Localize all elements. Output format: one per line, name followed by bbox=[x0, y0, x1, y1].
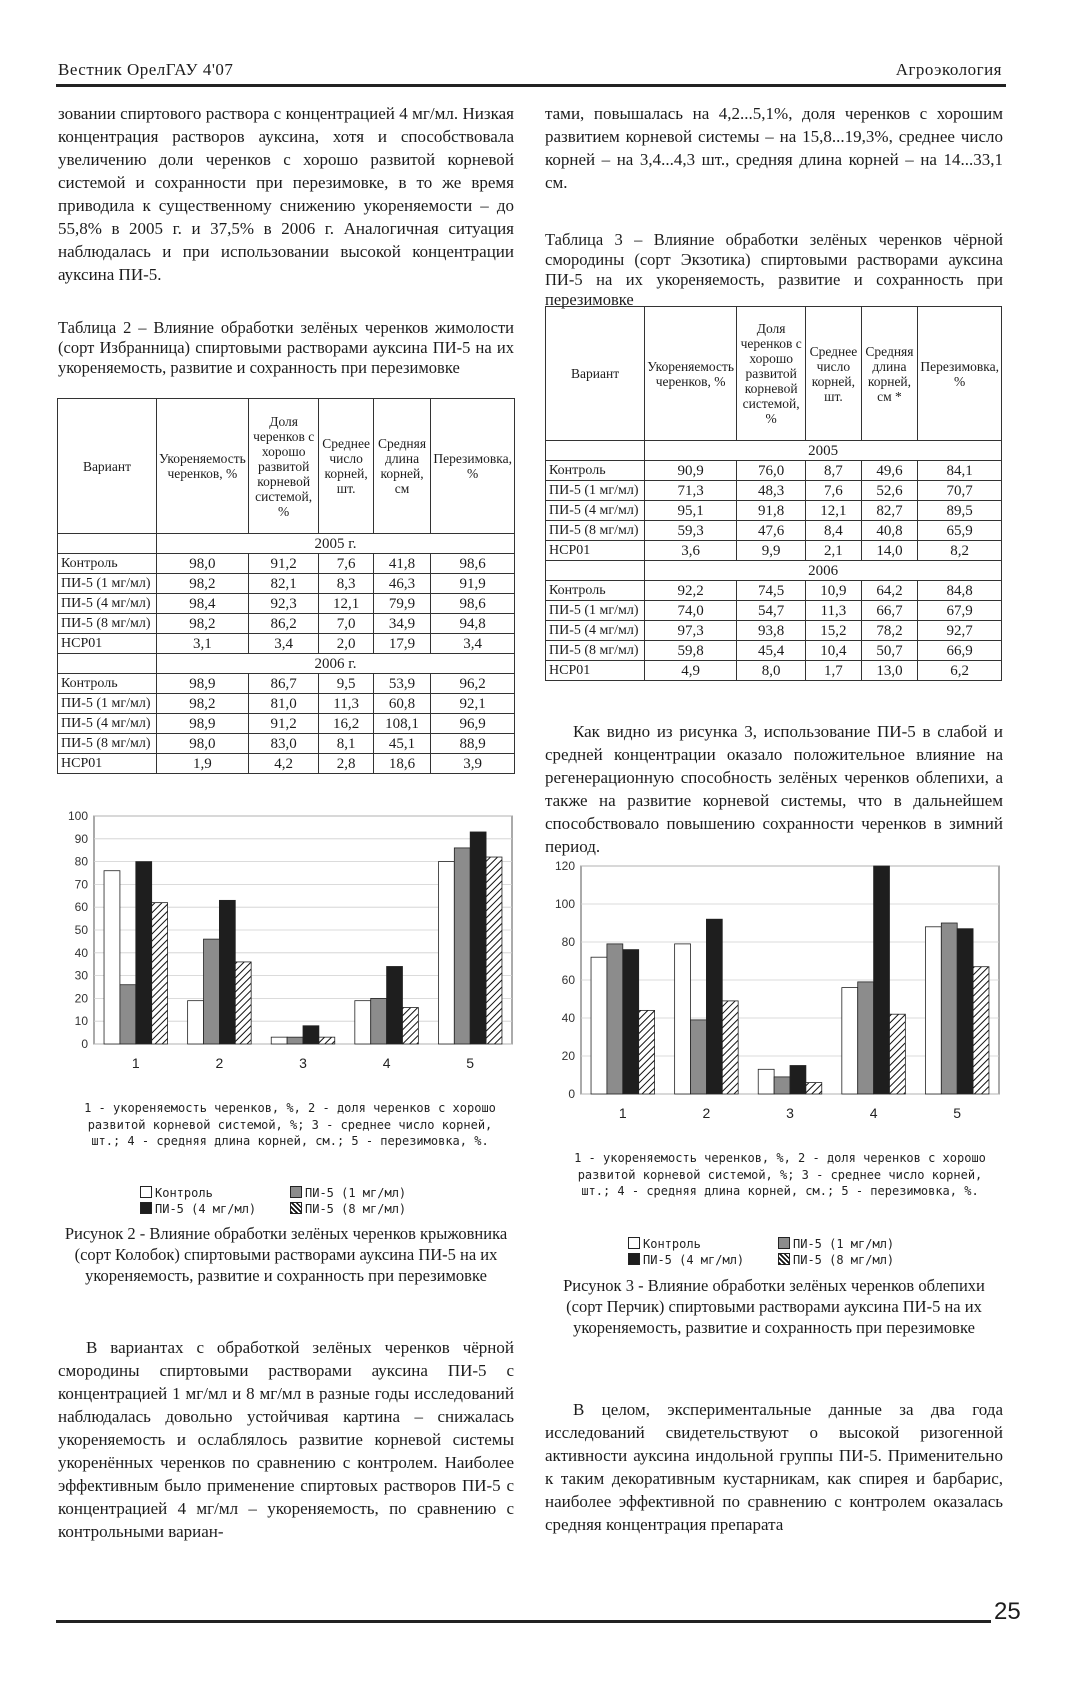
year-label: 2006 г. bbox=[156, 654, 514, 674]
variant-cell: ПИ-5 (1 мг/мл) bbox=[58, 694, 157, 714]
th3-rooting: Укореняемость черенков, % bbox=[645, 307, 737, 441]
variant-cell: ПИ-5 (4 мг/мл) bbox=[546, 621, 645, 641]
figure-3-title: Рисунок 3 - Влияние обработки зелёных черенков облепихи (сорт Перчик) спиртовыми растворами ауксина ПИ-5 на их укореняемость, развитие и сохранность при перезимовке bbox=[563, 1276, 985, 1337]
value-cell: 8,3 bbox=[319, 574, 373, 594]
table-row bbox=[546, 581, 1002, 601]
th-avg-length: Средняя длина корней, см bbox=[373, 399, 431, 534]
value-cell: 84,1 bbox=[918, 461, 1002, 481]
value-cell: 2,8 bbox=[319, 754, 373, 774]
value-cell: 9,9 bbox=[737, 541, 806, 561]
value-cell: 52,6 bbox=[861, 481, 918, 501]
value-cell: 11,3 bbox=[319, 694, 373, 714]
table-row bbox=[58, 694, 515, 714]
value-cell: 10,9 bbox=[806, 581, 861, 601]
bar bbox=[438, 862, 454, 1044]
variant-cell: НСР01 bbox=[58, 754, 157, 774]
year-blank-cell bbox=[58, 534, 157, 554]
y-tick-label: 20 bbox=[74, 991, 88, 1006]
table-row bbox=[58, 734, 515, 754]
value-cell: 98,4 bbox=[156, 594, 248, 614]
value-cell: 91,2 bbox=[248, 554, 319, 574]
y-tick-label: 80 bbox=[561, 935, 575, 949]
bar bbox=[387, 966, 403, 1044]
y-tick-label: 90 bbox=[74, 831, 88, 846]
table-row bbox=[546, 661, 1002, 681]
table-row bbox=[546, 501, 1002, 521]
value-cell: 54,7 bbox=[737, 601, 806, 621]
variant-cell: ПИ-5 (1 мг/мл) bbox=[546, 601, 645, 621]
bar bbox=[806, 1083, 822, 1094]
value-cell: 3,1 bbox=[156, 634, 248, 654]
value-cell: 98,0 bbox=[156, 554, 248, 574]
value-cell: 17,9 bbox=[373, 634, 431, 654]
legend-swatch bbox=[628, 1237, 640, 1249]
bar bbox=[355, 1001, 371, 1044]
bar bbox=[774, 1077, 790, 1094]
th3-wintering: Перезимовка, % bbox=[918, 307, 1002, 441]
value-cell: 11,3 bbox=[806, 601, 861, 621]
bar bbox=[235, 962, 251, 1044]
y-tick-label: 70 bbox=[74, 877, 88, 892]
variant-cell: Контроль bbox=[546, 461, 645, 481]
bar bbox=[204, 939, 220, 1044]
value-cell: 67,9 bbox=[918, 601, 1002, 621]
bar bbox=[941, 923, 957, 1094]
bar bbox=[271, 1037, 287, 1044]
table-row bbox=[546, 461, 1002, 481]
value-cell: 71,3 bbox=[645, 481, 737, 501]
table3-caption: Таблица 3 – Влияние обработки зелёных черенков чёрной смородины (сорт Экзотика) спиртовыми растворами ауксина ПИ-5 на их укореняемость, развитие и сохранность при перезимовке bbox=[545, 230, 1003, 309]
value-cell: 41,8 bbox=[373, 554, 431, 574]
value-cell: 70,7 bbox=[918, 481, 1002, 501]
variant-cell: ПИ-5 (1 мг/мл) bbox=[58, 574, 157, 594]
x-tick-label: 5 bbox=[466, 1055, 475, 1071]
variant-cell: Контроль bbox=[58, 674, 157, 694]
year-blank-cell bbox=[58, 654, 157, 674]
variant-cell: Контроль bbox=[58, 554, 157, 574]
value-cell: 98,2 bbox=[156, 694, 248, 714]
figure-2-axis-note: 1 - укореняемость черенков, %, 2 - доля черенков с хорошо развитой корневой системой, %; 3 - среднее число корней, шт.; 4 - средняя длина корней, см.; 5 - перезимовка, %. bbox=[84, 1101, 496, 1148]
legend-swatch bbox=[778, 1253, 790, 1265]
legend-label: ПИ-5 (1 мг/мл) bbox=[305, 1186, 407, 1200]
bar bbox=[454, 848, 470, 1044]
value-cell: 81,0 bbox=[248, 694, 319, 714]
value-cell: 40,8 bbox=[861, 521, 918, 541]
value-cell: 8,0 bbox=[737, 661, 806, 681]
value-cell: 86,7 bbox=[248, 674, 319, 694]
year-blank-cell bbox=[546, 441, 645, 461]
value-cell: 8,4 bbox=[806, 521, 861, 541]
year-row bbox=[546, 441, 1002, 461]
value-cell: 13,0 bbox=[861, 661, 918, 681]
y-tick-label: 60 bbox=[561, 973, 575, 987]
year-label: 2005 bbox=[645, 441, 1002, 461]
value-cell: 88,9 bbox=[431, 734, 515, 754]
figure-2-title: Рисунок 2 - Влияние обработки зелёных черенков крыжовника (сорт Колобок) спиртовыми растворами ауксина ПИ-5 на их укореняемость, развитие и сохранность при перезимовке bbox=[64, 1224, 508, 1285]
value-cell: 18,6 bbox=[373, 754, 431, 774]
x-tick-label: 4 bbox=[382, 1055, 391, 1071]
y-tick-label: 120 bbox=[554, 859, 575, 873]
bar bbox=[758, 1069, 774, 1094]
bar bbox=[152, 903, 168, 1044]
value-cell: 83,0 bbox=[248, 734, 319, 754]
value-cell: 91,8 bbox=[737, 501, 806, 521]
legend-swatch bbox=[628, 1253, 640, 1265]
bar bbox=[858, 982, 874, 1094]
value-cell: 64,2 bbox=[861, 581, 918, 601]
figure-3-chart bbox=[545, 858, 1007, 1138]
value-cell: 48,3 bbox=[737, 481, 806, 501]
col2-para3: В целом, экспериментальные данные за два года исследований свидетельствуют о высокой ризогенной активности ауксина индольной группы ПИ-5. Применительно к таким декоративным кустарникам, как спирея и барбарис, наиболее эффективной по сравнению с контролем оказалась средняя концентрация препарата bbox=[545, 1400, 1003, 1534]
table-2 bbox=[57, 398, 515, 774]
value-cell: 12,1 bbox=[319, 594, 373, 614]
legend-swatch bbox=[140, 1202, 152, 1214]
variant-cell: ПИ-5 (8 мг/мл) bbox=[58, 734, 157, 754]
value-cell: 9,5 bbox=[319, 674, 373, 694]
value-cell: 66,7 bbox=[861, 601, 918, 621]
bar bbox=[486, 857, 502, 1044]
legend-label: ПИ-5 (8 мг/мл) bbox=[305, 1202, 407, 1216]
value-cell: 91,9 bbox=[431, 574, 515, 594]
variant-cell: ПИ-5 (8 мг/мл) bbox=[546, 641, 645, 661]
value-cell: 49,6 bbox=[861, 461, 918, 481]
value-cell: 91,2 bbox=[248, 714, 319, 734]
table-row bbox=[546, 621, 1002, 641]
value-cell: 92,7 bbox=[918, 621, 1002, 641]
table-row bbox=[546, 601, 1002, 621]
col2-para2: Как видно из рисунка 3, использование ПИ-5 в слабой и средней концентрации оказало положительное влияние на регенерационную способность зелёных черенков облепихи, а также на развитие корневой системы, что в дальнейшем способствовало повышению сохранности черенков в зимний период. bbox=[545, 722, 1003, 856]
legend-item bbox=[290, 1185, 450, 1201]
bar bbox=[371, 998, 387, 1044]
value-cell: 98,2 bbox=[156, 574, 248, 594]
y-tick-label: 0 bbox=[81, 1037, 88, 1051]
bar bbox=[607, 944, 623, 1094]
bar bbox=[402, 1008, 418, 1044]
table-row bbox=[546, 541, 1002, 561]
y-tick-label: 0 bbox=[568, 1087, 575, 1101]
value-cell: 50,7 bbox=[861, 641, 918, 661]
value-cell: 89,5 bbox=[918, 501, 1002, 521]
variant-cell: НСР01 bbox=[546, 541, 645, 561]
table-row bbox=[546, 521, 1002, 541]
x-tick-label: 3 bbox=[299, 1055, 307, 1071]
value-cell: 92,1 bbox=[431, 694, 515, 714]
value-cell: 1,9 bbox=[156, 754, 248, 774]
legend-label: ПИ-5 (4 мг/мл) bbox=[155, 1202, 257, 1216]
value-cell: 76,0 bbox=[737, 461, 806, 481]
table-row bbox=[546, 641, 1002, 661]
y-tick-label: 10 bbox=[74, 1014, 88, 1029]
th-wintering: Перезимовка, % bbox=[431, 399, 515, 534]
figure-2-legend bbox=[140, 1185, 480, 1217]
variant-cell: НСР01 bbox=[58, 634, 157, 654]
value-cell: 74,0 bbox=[645, 601, 737, 621]
value-cell: 15,2 bbox=[806, 621, 861, 641]
footer-rule bbox=[56, 1620, 991, 1623]
legend-item bbox=[290, 1201, 450, 1217]
value-cell: 94,8 bbox=[431, 614, 515, 634]
value-cell: 65,9 bbox=[918, 521, 1002, 541]
value-cell: 84,8 bbox=[918, 581, 1002, 601]
value-cell: 98,6 bbox=[431, 594, 515, 614]
bar bbox=[287, 1037, 303, 1044]
bar bbox=[623, 950, 639, 1094]
value-cell: 4,2 bbox=[248, 754, 319, 774]
header-rule bbox=[56, 84, 1006, 87]
value-cell: 59,3 bbox=[645, 521, 737, 541]
bar bbox=[639, 1010, 655, 1094]
bar bbox=[219, 900, 235, 1044]
table-row bbox=[58, 614, 515, 634]
value-cell: 66,9 bbox=[918, 641, 1002, 661]
figure-2-chart bbox=[58, 808, 520, 1088]
value-cell: 98,9 bbox=[156, 714, 248, 734]
variant-cell: ПИ-5 (8 мг/мл) bbox=[546, 521, 645, 541]
value-cell: 8,2 bbox=[918, 541, 1002, 561]
col1-para2: В вариантах с обработкой зелёных черенков чёрной смородины спиртовыми растворами ауксина ПИ-5 с концентрацией 1 мг/мл и 8 мг/мл в разные годы исследований наблюдалась довольно устойчивая картина – снижалась укореняемость и ослаблялось развитие корневой системы укоренённых черенков по сравнению с контролем. Наиболее эффективным было применение спиртовых растворов ПИ-5 с концентрацией 4 мг/мл – укореняемость, по сравнению с контрольными вариан- bbox=[58, 1338, 514, 1541]
variant-cell: ПИ-5 (8 мг/мл) bbox=[58, 614, 157, 634]
value-cell: 45,1 bbox=[373, 734, 431, 754]
year-row bbox=[58, 534, 515, 554]
bar bbox=[188, 1001, 204, 1044]
value-cell: 96,9 bbox=[431, 714, 515, 734]
bar bbox=[319, 1037, 335, 1044]
bar bbox=[104, 871, 120, 1044]
value-cell: 60,8 bbox=[373, 694, 431, 714]
x-tick-label: 4 bbox=[869, 1105, 878, 1121]
legend-swatch bbox=[140, 1186, 152, 1198]
bar bbox=[925, 927, 941, 1094]
variant-cell: Контроль bbox=[546, 581, 645, 601]
y-tick-label: 30 bbox=[74, 968, 88, 983]
figure-3-legend bbox=[628, 1236, 968, 1268]
value-cell: 7,6 bbox=[319, 554, 373, 574]
value-cell: 74,5 bbox=[737, 581, 806, 601]
legend-label: ПИ-5 (8 мг/мл) bbox=[793, 1253, 895, 1267]
x-tick-label: 5 bbox=[953, 1105, 962, 1121]
value-cell: 45,4 bbox=[737, 641, 806, 661]
y-tick-label: 50 bbox=[74, 923, 88, 937]
value-cell: 96,2 bbox=[431, 674, 515, 694]
section-title: Агроэкология bbox=[895, 60, 1002, 79]
value-cell: 92,2 bbox=[645, 581, 737, 601]
x-tick-label: 1 bbox=[131, 1055, 140, 1071]
value-cell: 82,7 bbox=[861, 501, 918, 521]
legend-item bbox=[778, 1252, 938, 1268]
value-cell: 34,9 bbox=[373, 614, 431, 634]
table2-caption: Таблица 2 – Влияние обработки зелёных черенков жимолости (сорт Избранница) спиртовыми растворами ауксина ПИ-5 на их укореняемость, развитие и сохранность при перезимовке bbox=[58, 318, 514, 377]
x-tick-label: 3 bbox=[786, 1105, 794, 1121]
value-cell: 79,9 bbox=[373, 594, 431, 614]
th3-variant: Вариант bbox=[546, 307, 645, 441]
value-cell: 98,0 bbox=[156, 734, 248, 754]
value-cell: 2,0 bbox=[319, 634, 373, 654]
th3-avg-number: Среднее число корней, шт. bbox=[806, 307, 861, 441]
legend-item bbox=[140, 1201, 290, 1217]
value-cell: 47,6 bbox=[737, 521, 806, 541]
th3-share: Доля черенков с хорошо развитой корневой системой, % bbox=[737, 307, 806, 441]
value-cell: 53,9 bbox=[373, 674, 431, 694]
y-tick-label: 100 bbox=[554, 897, 575, 911]
legend-label: ПИ-5 (4 мг/мл) bbox=[643, 1253, 745, 1267]
bar bbox=[957, 929, 973, 1094]
page-number: 25 bbox=[994, 1598, 1021, 1625]
legend-swatch bbox=[290, 1186, 302, 1198]
value-cell: 10,4 bbox=[806, 641, 861, 661]
legend-label: Контроль bbox=[643, 1237, 701, 1251]
bar bbox=[470, 832, 486, 1044]
value-cell: 98,2 bbox=[156, 614, 248, 634]
bar bbox=[973, 967, 989, 1094]
value-cell: 4,9 bbox=[645, 661, 737, 681]
table-row bbox=[546, 481, 1002, 501]
value-cell: 8,7 bbox=[806, 461, 861, 481]
value-cell: 3,6 bbox=[645, 541, 737, 561]
y-tick-label: 40 bbox=[561, 1011, 575, 1025]
table-row bbox=[58, 554, 515, 574]
bar bbox=[790, 1066, 806, 1095]
th-avg-number: Среднее число корней, шт. bbox=[319, 399, 373, 534]
value-cell: 82,1 bbox=[248, 574, 319, 594]
value-cell: 2,1 bbox=[806, 541, 861, 561]
value-cell: 98,6 bbox=[431, 554, 515, 574]
th-rooting: Укореняемость черенков, % bbox=[156, 399, 248, 534]
value-cell: 93,8 bbox=[737, 621, 806, 641]
variant-cell: ПИ-5 (1 мг/мл) bbox=[546, 481, 645, 501]
year-label: 2005 г. bbox=[156, 534, 514, 554]
value-cell: 90,9 bbox=[645, 461, 737, 481]
table-3 bbox=[545, 306, 1002, 681]
bar bbox=[591, 957, 607, 1094]
th3-avg-length: Средняя длина корней, см * bbox=[861, 307, 918, 441]
y-tick-label: 80 bbox=[74, 854, 88, 869]
th-share: Доля черенков с хорошо развитой корневой системой, % bbox=[248, 399, 319, 534]
th-variant: Вариант bbox=[58, 399, 157, 534]
table-row bbox=[58, 634, 515, 654]
figure-3-axis-note: 1 - укореняемость черенков, %, 2 - доля черенков с хорошо развитой корневой системой, %; 3 - среднее число корней, шт.; 4 - средняя длина корней, см.; 5 - перезимовка, %. bbox=[574, 1151, 986, 1198]
value-cell: 97,3 bbox=[645, 621, 737, 641]
legend-label: Контроль bbox=[155, 1186, 213, 1200]
y-tick-label: 100 bbox=[67, 809, 88, 823]
table-row bbox=[58, 714, 515, 734]
x-tick-label: 2 bbox=[702, 1105, 711, 1121]
legend-swatch bbox=[290, 1202, 302, 1214]
bar bbox=[675, 944, 691, 1094]
x-tick-label: 2 bbox=[215, 1055, 224, 1071]
col2-para1: тами, повышалась на 4,2...5,1%, доля черенков с хорошим развитием корневой системы – на 15,8...19,3%, среднее число корней – на 3,4...4,3 шт., средняя длина корней – на 14...33,1 см. bbox=[545, 104, 1003, 192]
variant-cell: НСР01 bbox=[546, 661, 645, 681]
bar bbox=[842, 988, 858, 1094]
value-cell: 59,8 bbox=[645, 641, 737, 661]
bar bbox=[303, 1026, 319, 1044]
value-cell: 7,6 bbox=[806, 481, 861, 501]
value-cell: 92,3 bbox=[248, 594, 319, 614]
value-cell: 14,0 bbox=[861, 541, 918, 561]
table-row bbox=[58, 574, 515, 594]
legend-item bbox=[778, 1236, 938, 1252]
table-row bbox=[58, 674, 515, 694]
y-tick-label: 60 bbox=[74, 900, 88, 915]
table-row bbox=[58, 754, 515, 774]
bar bbox=[722, 1001, 738, 1094]
legend-item bbox=[628, 1236, 778, 1252]
year-row bbox=[546, 561, 1002, 581]
legend-label: ПИ-5 (1 мг/мл) bbox=[793, 1237, 895, 1251]
journal-title: Вестник ОрелГАУ 4'07 bbox=[58, 60, 234, 79]
value-cell: 46,3 bbox=[373, 574, 431, 594]
bar bbox=[706, 919, 722, 1094]
value-cell: 8,1 bbox=[319, 734, 373, 754]
col1-para1: зовании спиртового раствора с концентрацией 4 мг/мл. Низкая концентрация растворов ауксина, хотя и способствовала увеличению доли черенков с хорошо развитой корневой системой и сохранности при перезимовке, в то же время приводила к существенному снижению укореняемости – до 55,8% в 2005 г. и 37,5% в 2006 г. Аналогичная ситуация наблюдалась и при использовании высокой концентрации ауксина ПИ-5. bbox=[58, 104, 514, 284]
y-tick-label: 40 bbox=[74, 945, 88, 960]
bar bbox=[691, 1020, 707, 1094]
value-cell: 6,2 bbox=[918, 661, 1002, 681]
value-cell: 108,1 bbox=[373, 714, 431, 734]
legend-swatch bbox=[778, 1237, 790, 1249]
value-cell: 98,9 bbox=[156, 674, 248, 694]
bar bbox=[120, 985, 136, 1044]
value-cell: 12,1 bbox=[806, 501, 861, 521]
bar bbox=[889, 1014, 905, 1094]
value-cell: 86,2 bbox=[248, 614, 319, 634]
y-tick-label: 20 bbox=[561, 1049, 575, 1063]
value-cell: 95,1 bbox=[645, 501, 737, 521]
year-label: 2006 bbox=[645, 561, 1002, 581]
value-cell: 3,4 bbox=[431, 634, 515, 654]
bar bbox=[136, 862, 152, 1044]
legend-item bbox=[140, 1185, 290, 1201]
value-cell: 78,2 bbox=[861, 621, 918, 641]
x-tick-label: 1 bbox=[618, 1105, 627, 1121]
legend-item bbox=[628, 1252, 778, 1268]
year-row bbox=[58, 654, 515, 674]
table-row bbox=[58, 594, 515, 614]
variant-cell: ПИ-5 (4 мг/мл) bbox=[58, 594, 157, 614]
variant-cell: ПИ-5 (4 мг/мл) bbox=[546, 501, 645, 521]
value-cell: 16,2 bbox=[319, 714, 373, 734]
value-cell: 7,0 bbox=[319, 614, 373, 634]
value-cell: 1,7 bbox=[806, 661, 861, 681]
value-cell: 3,4 bbox=[248, 634, 319, 654]
variant-cell: ПИ-5 (4 мг/мл) bbox=[58, 714, 157, 734]
year-blank-cell bbox=[546, 561, 645, 581]
value-cell: 3,9 bbox=[431, 754, 515, 774]
bar bbox=[874, 866, 890, 1094]
